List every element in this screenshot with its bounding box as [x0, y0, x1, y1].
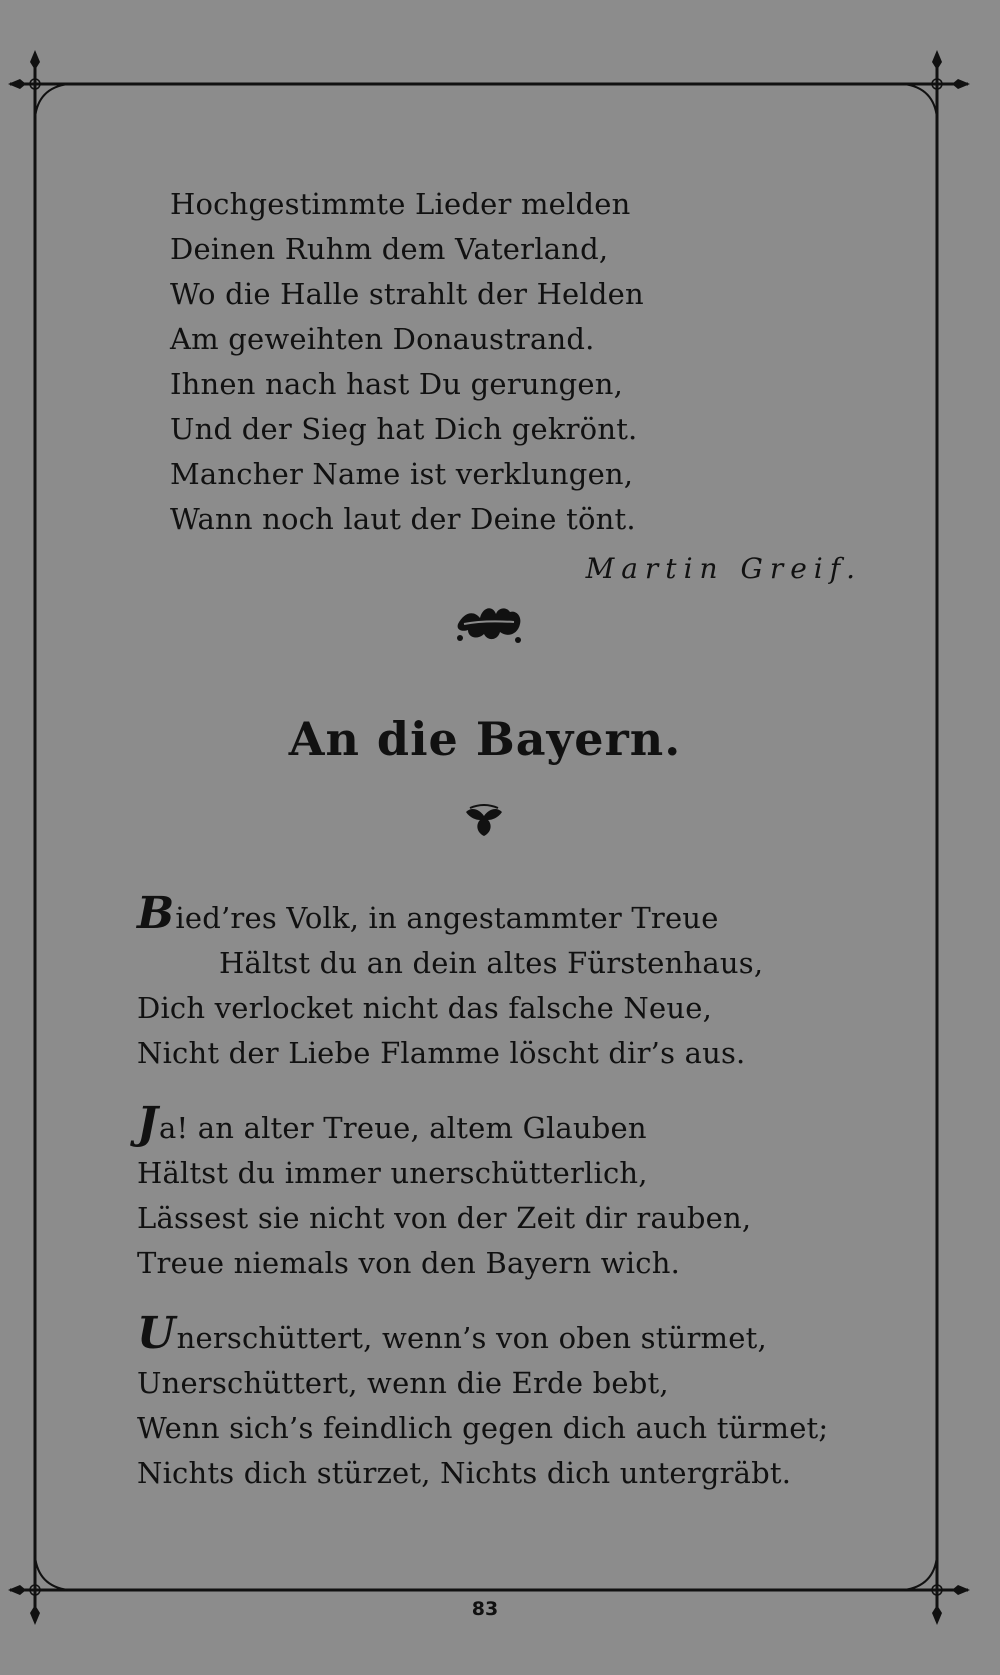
poem-line: Mancher Name ist verklungen, — [170, 457, 634, 491]
poem-line: Wann noch laut der Deine tönt. — [170, 502, 636, 536]
poem-title: An die Bayern. — [288, 712, 682, 766]
poem-line-text: a! an alter Treue, altem Glauben — [159, 1111, 647, 1145]
poem-martin-greif — [170, 182, 644, 542]
stanza-2 — [137, 1098, 752, 1286]
initial-letter: U — [137, 1308, 176, 1359]
poem-line: Nichts dich stürzet, Nichts dich untergräbt. — [137, 1456, 792, 1490]
poem-line: Und der Sieg hat Dich gekrönt. — [170, 412, 638, 446]
poem-line-first — [137, 1308, 828, 1361]
poem-line-first — [137, 888, 763, 941]
initial-letter: B — [137, 888, 175, 939]
poem-line-text: ied’res Volk, in angestammter Treue — [175, 901, 719, 935]
poem-line: Wo die Halle strahlt der Helden — [170, 277, 644, 311]
stanza-1 — [137, 888, 764, 1076]
poem-line: Treue niemals von den Bayern wich. — [137, 1246, 681, 1280]
poem-line: Unerschüttert, wenn die Erde bebt, — [137, 1366, 669, 1400]
poem-line-text: nerschüttert, wenn’s von oben stürmet, — [176, 1321, 767, 1355]
poem-line: Dich verlocket nicht das falsche Neue, — [137, 991, 713, 1025]
poem-line-first — [137, 1098, 751, 1151]
initial-letter: J — [137, 1098, 159, 1149]
poem-line: Hältst du immer unerschütterlich, — [137, 1156, 648, 1190]
poem-line: Am geweihten Donaustrand. — [170, 322, 595, 356]
flower-vignette-icon — [464, 804, 504, 838]
page-number: 83 — [471, 1598, 499, 1620]
poem-line: Nicht der Liebe Flamme löscht dir’s aus. — [137, 1036, 746, 1070]
leaf-vignette-icon — [454, 600, 524, 646]
poem-line: Hochgestimmte Lieder melden — [170, 187, 631, 221]
poem-line: Wenn sich’s feindlich gegen dich auch türmet; — [137, 1411, 829, 1445]
poem-author: Martin Greif. — [585, 552, 862, 585]
poem-line: Ihnen nach hast Du gerungen, — [170, 367, 624, 401]
stanza-3 — [137, 1308, 829, 1496]
poem-line: Hältst du an dein altes Fürstenhaus, — [219, 946, 764, 980]
poem-line: Deinen Ruhm dem Vaterland, — [170, 232, 609, 266]
poem-line: Lässest sie nicht von der Zeit dir rauben, — [137, 1201, 752, 1235]
